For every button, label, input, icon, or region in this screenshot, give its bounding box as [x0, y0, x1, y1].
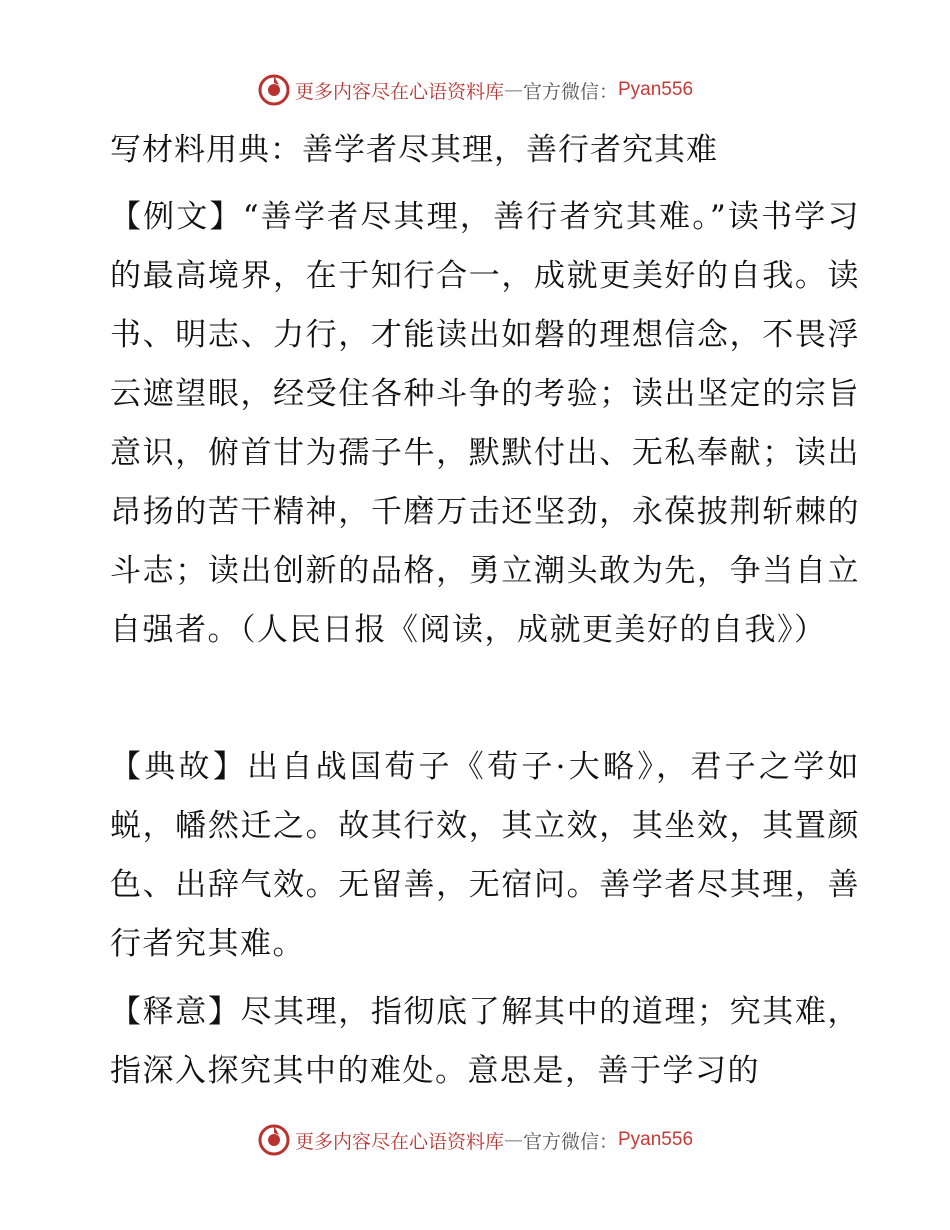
watermark-label: 官方微信：	[522, 80, 618, 103]
watermark-wechat-id: Pyan556	[618, 1129, 694, 1150]
watermark-label: 官方微信：	[522, 1130, 618, 1153]
section-tag: 【释意】	[110, 994, 241, 1030]
brand-logo-icon	[257, 1123, 291, 1157]
watermark-separator: —	[503, 1129, 523, 1151]
footer-watermark	[0, 1122, 950, 1158]
section-text: 出自战国荀子《荀子·大略》，君子之学如蜕，幡然迁之。故其行效，其立效，其坐效，其置颜色、出辞气效。无留善，无宿问。善学者尽其理，善行者究其难。	[110, 749, 861, 962]
section-tag: 【典故】	[110, 749, 248, 785]
section-text: 尽其理，指彻底了解其中的道理；究其难，指深入探究其中的难处。意思是，善于学习的	[110, 994, 861, 1089]
watermark-separator: —	[503, 79, 523, 101]
section-allusion	[98, 738, 860, 974]
section-example	[98, 188, 860, 660]
brand-logo-icon	[257, 73, 291, 107]
section-tag: 【例文】	[110, 199, 243, 235]
section-text: “善学者尽其理，善行者究其难。”读书学习的最高境界，在于知行合一，成就更美好的自我。读书、明志、力行，才能读出如磐的理想信念，不畏浮云遮望眼，经受住各种斗争的考验；读出坚定的宗旨意识，俯首甘为孺子牛，默默付出、无私奉献；读出昂扬的苦干精神，千磨万击还坚劲，永葆披荆斩棘的斗志；读出创新的品格，勇立潮头敢为先，争当自立自强者。（人民日报《阅读，成就更美好的自我》）	[110, 199, 860, 648]
section-meaning	[98, 983, 860, 1101]
watermark-wechat-id: Pyan556	[618, 79, 694, 100]
page-title: 写材料用典：善学者尽其理，善行者究其难	[110, 132, 718, 168]
header-watermark	[0, 72, 950, 108]
watermark-brand-text: 更多内容尽在心语资料库	[294, 1130, 504, 1153]
watermark-brand-text: 更多内容尽在心语资料库	[294, 80, 504, 103]
